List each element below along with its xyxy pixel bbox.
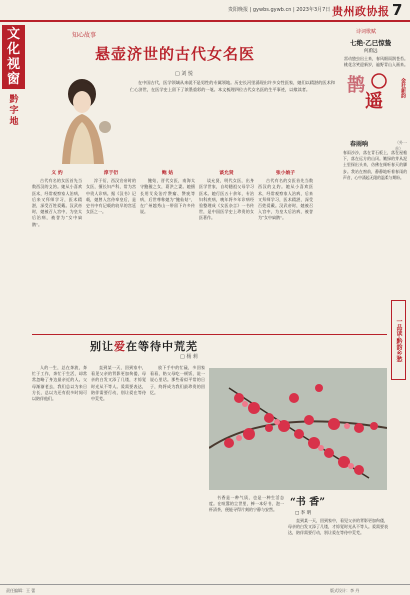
page-number: 7: [392, 1, 403, 19]
footer-designer: 版式设计：李 丹: [330, 588, 360, 593]
section-char: 化: [6, 42, 20, 57]
article3-column: [288, 518, 388, 537]
column-tag: 知心故事: [72, 32, 97, 39]
column-subheading: 鲍 姑: [161, 170, 174, 176]
headline-part: 别让: [90, 340, 114, 353]
column-text: 直到某一天，回到家中，看见父亲的背影更加佝偻，母亲的白发又添了几缕，才惊觉时光从不等人。爱需要表达，陪伴需要行动，别让爱在等待中荒芜。: [91, 365, 146, 402]
column-text: 谈允贤，明代女医，出身医学世家，自幼随祖父母学习医术。她行医五十余年，专治妇科疾病，晚年将多年诊病经验整理成《女医杂言》一书传世，是中国医学史上珍贵的女医著作。: [199, 178, 254, 221]
cherry-blossom-photo: [209, 368, 387, 490]
column-text: 古代有名的女医首先当数西汉的义妁。她从小喜欢医术，经常观察家人治病，后来又拜师学习，医术精湛，深受百姓爱戴。汉武帝时，她被召入宫中，为皇太后治病，被誉为“女中扁鹊”。: [32, 178, 82, 227]
column-text: 人的一生，总在奔波，奔忙于工作，奔忙于生活，却常常忽略了身边最亲近的人。父母渐渐老去，我们总以为来日方长，总以为还有很多时间可以陪伴他们。: [32, 365, 87, 402]
column-text: 古代有名的女医首先当数西汉的义妁。她从小喜欢医术，经常观察家人治病，后来又拜师学习，医术精湛，深受百姓爱戴。汉武帝时，她被召入宫中，为皇太后治病，被誉为“女中扁鹊”。: [258, 178, 313, 221]
headline-part: 在等待中荒芜: [126, 340, 198, 353]
headline-highlight: 爱: [114, 340, 126, 353]
poem-text: 雷动蛰虫出土来，春风细雨润苍苔。桃花含笑迎新岁，遍野青山入画来。: [344, 56, 408, 67]
article-column: [199, 168, 254, 222]
article-column: [258, 168, 313, 222]
poem-author: 何蔚远: [364, 49, 378, 54]
calligraphy-seal-image: [343, 69, 389, 115]
section-char: 文: [6, 27, 20, 42]
article-column: [140, 168, 195, 215]
svg-text:鹊: 鹊: [347, 75, 365, 96]
article-column: [86, 168, 136, 215]
essay-title: 春雨响: [350, 141, 369, 148]
header-meta: 贵阳晚报 | gywbs.gywb.cn | 2023年3月7日: [228, 7, 331, 13]
essay-text: 春雨沙沙，落在青石板上，落在屋檐下，落在远方的山冈。嫩绿的芽从泥土里探出头来，仿佛在倾听春天的脚步。我站在窗前，静静地听着春雨的声音，心中涌起无限的温柔与期盼。: [343, 150, 407, 180]
article-column: [32, 168, 82, 228]
section-char: 视: [6, 57, 20, 72]
page-header: [0, 0, 410, 22]
section-char: 窗: [6, 72, 20, 87]
page-footer: [0, 584, 410, 595]
seal-caption: 金社新韵: [400, 78, 406, 98]
footer-editor: 责任编辑：王 蕾: [6, 588, 36, 593]
essay-author: （外一首）: [395, 140, 407, 151]
article3-column: [209, 495, 284, 514]
article2-column: [150, 365, 205, 396]
article3-headline: “书 香”: [290, 497, 325, 508]
article3-byline: □ 李 明: [295, 511, 312, 516]
article-byline: □ 刘 悦: [175, 71, 193, 77]
column-text: 直到某一天，回到家中，看见父亲的背影更加佝偻，母亲的白发又添了几缕，才惊觉时光从不等人。爱需要表达，陪伴需要行动，别让爱在等待中荒芜。: [288, 518, 388, 536]
column-badge: 一品读·黔韵乡愁: [391, 300, 406, 380]
section-divider: [32, 334, 387, 335]
column-text: 放下手中的忙碌，多回家看看，陪父母吃一顿饭，说一说心里话。那些看似平常的日子，终将成为我们最珍贵的回忆。: [150, 365, 205, 395]
section-sublabel: 黔字地: [9, 95, 19, 127]
article2-column: [91, 365, 146, 402]
svg-text:遥: 遥: [365, 91, 383, 112]
section-banner: [2, 25, 25, 89]
column-subheading: 义 妁: [51, 170, 63, 176]
column-text: 书香是一种气质，也是一种生活态度。在喧嚣的尘世里，捧一本好书，泡一杯清茶，便能寻得片刻的宁静与安然。: [209, 495, 284, 513]
newspaper-title: 贵州政协报: [332, 5, 390, 18]
woman-portrait-illustration: [32, 72, 127, 167]
article2-headline: [90, 338, 198, 354]
article-intro: 在中国古代，医学领域从来就不是男性的专属领地。历史长河里涌现出许多女性医家，她们以精湛的医术和仁心济世，在医学史上留下了浓墨重彩的一笔。本文梳理四位古代女名医的生平事迹，以飨读者。: [130, 80, 335, 92]
poem-title: 七绝·乙巳惊蛰: [350, 39, 392, 47]
article2-column: [32, 365, 87, 402]
column-subheading: 淳于衍: [103, 170, 119, 176]
article-headline: 悬壶济世的古代女名医: [95, 45, 256, 63]
article2-byline: □ 杨 莉: [180, 354, 198, 360]
column-subheading: 谈允贤: [219, 170, 234, 176]
column-subheading: 张小娘子: [275, 170, 296, 176]
column-text: 淳于衍，西汉宣帝时的女医，擅长妇产科，常为宫中贵人诊病。据《汉书》记载，她曾入宫侍奉皇后，是史书中有记载的较早的宫廷女医之一。: [86, 178, 136, 215]
column-text: 鲍姑，晋代女医，南海太守鲍靓之女，葛洪之妻。她擅长用艾灸治疗赘瘤、赘疣等病，后世尊称她为“鲍仙姑”，在广州越秀山一带留下许多传说。: [140, 178, 195, 215]
right-column-tag: 诗词歌赋: [356, 29, 377, 35]
